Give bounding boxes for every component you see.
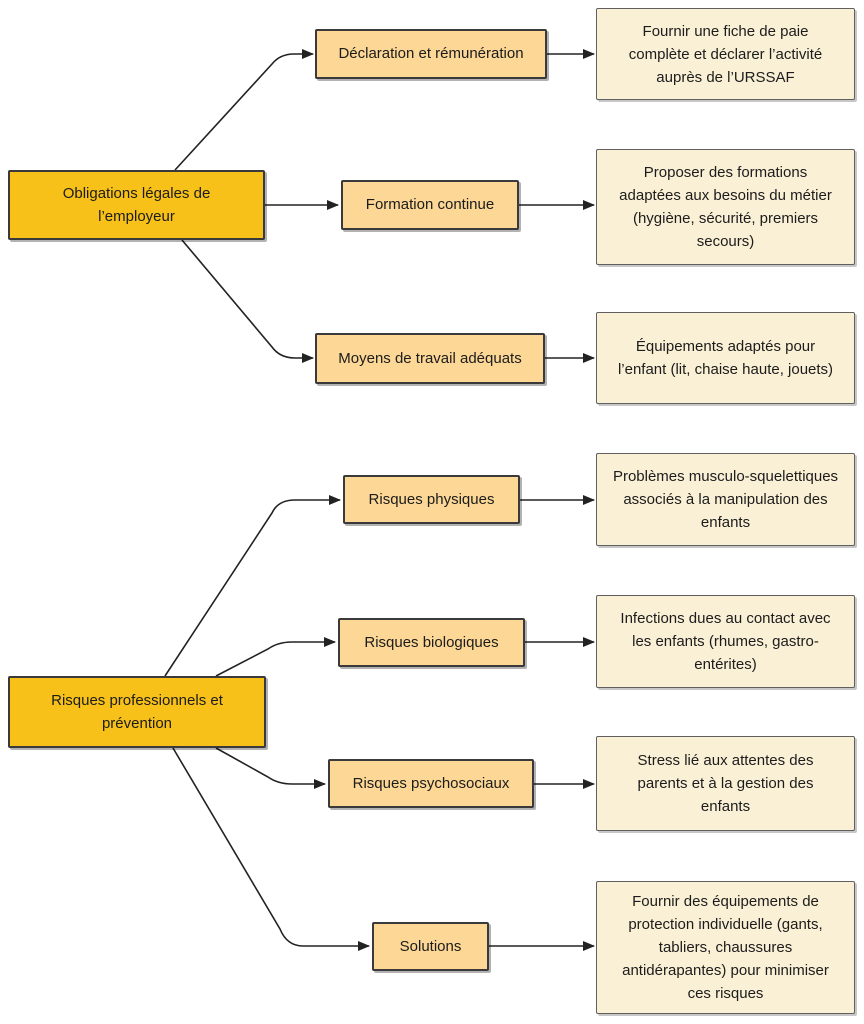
leaf-text: Infections dues au contact avec les enfants (rhumes, gastro-entérites)	[620, 610, 831, 673]
node-moyens-travail[interactable]	[315, 333, 545, 384]
node-risques-psychosociaux[interactable]	[328, 759, 534, 808]
leaf-epi[interactable]	[596, 881, 855, 1014]
leaf-formations[interactable]	[596, 149, 855, 265]
edge-obligations-to-declaration	[175, 54, 313, 170]
node-label: Risques psychosociaux	[352, 774, 510, 792]
leaf-text: Problèmes musculo-squelettiques associés à la manipulation des enfants	[612, 468, 839, 531]
leaf-troubles-musculo[interactable]	[596, 453, 855, 546]
edge-risques-to-biologiques	[216, 642, 335, 676]
leaf-stress[interactable]	[596, 736, 855, 831]
leaf-infections[interactable]	[596, 595, 855, 688]
node-label: Obligations légales de l’employeur	[62, 185, 211, 225]
node-declaration-remuneration[interactable]	[315, 29, 547, 79]
node-obligations-legales[interactable]	[8, 170, 265, 240]
leaf-text: Fournir des équipements de protection individuelle (gants, tabliers, chaussures antidérapantes) pour minimiser ces risques	[622, 893, 829, 1002]
node-formation-continue[interactable]	[341, 180, 519, 230]
node-label: Risques biologiques	[364, 633, 499, 651]
node-label: Déclaration et rémunération	[338, 45, 524, 62]
node-solutions[interactable]	[372, 922, 489, 971]
leaf-equipements-enfant[interactable]	[596, 312, 855, 404]
node-label: Risques physiques	[368, 490, 495, 508]
node-label: Formation continue	[365, 196, 495, 213]
node-label: Solutions	[399, 937, 462, 955]
leaf-text: Proposer des formations adaptées aux besoins du métier (hygiène, sécurité, premiers secours)	[619, 164, 832, 250]
leaf-text: Équipements adaptés pour l’enfant (lit, chaise haute, jouets)	[617, 338, 834, 378]
edge-risques-to-physiques	[165, 500, 340, 676]
node-label: Risques professionnels et prévention	[51, 692, 223, 732]
node-label: Moyens de travail adéquats	[338, 349, 522, 367]
edge-obligations-to-moyens	[182, 240, 313, 358]
leaf-text: Fournir une fiche de paie complète et déclarer l’activité auprès de l’URSSAF	[628, 22, 823, 86]
leaf-fiche-paie[interactable]	[596, 8, 855, 100]
node-risques-biologiques[interactable]	[338, 618, 525, 667]
node-risques-professionnels[interactable]	[8, 676, 266, 748]
leaf-text: Stress lié aux attentes des parents et à la gestion des enfants	[637, 752, 814, 815]
edge-risques-to-psychosociaux	[216, 748, 325, 784]
node-risques-physiques[interactable]	[343, 475, 520, 524]
